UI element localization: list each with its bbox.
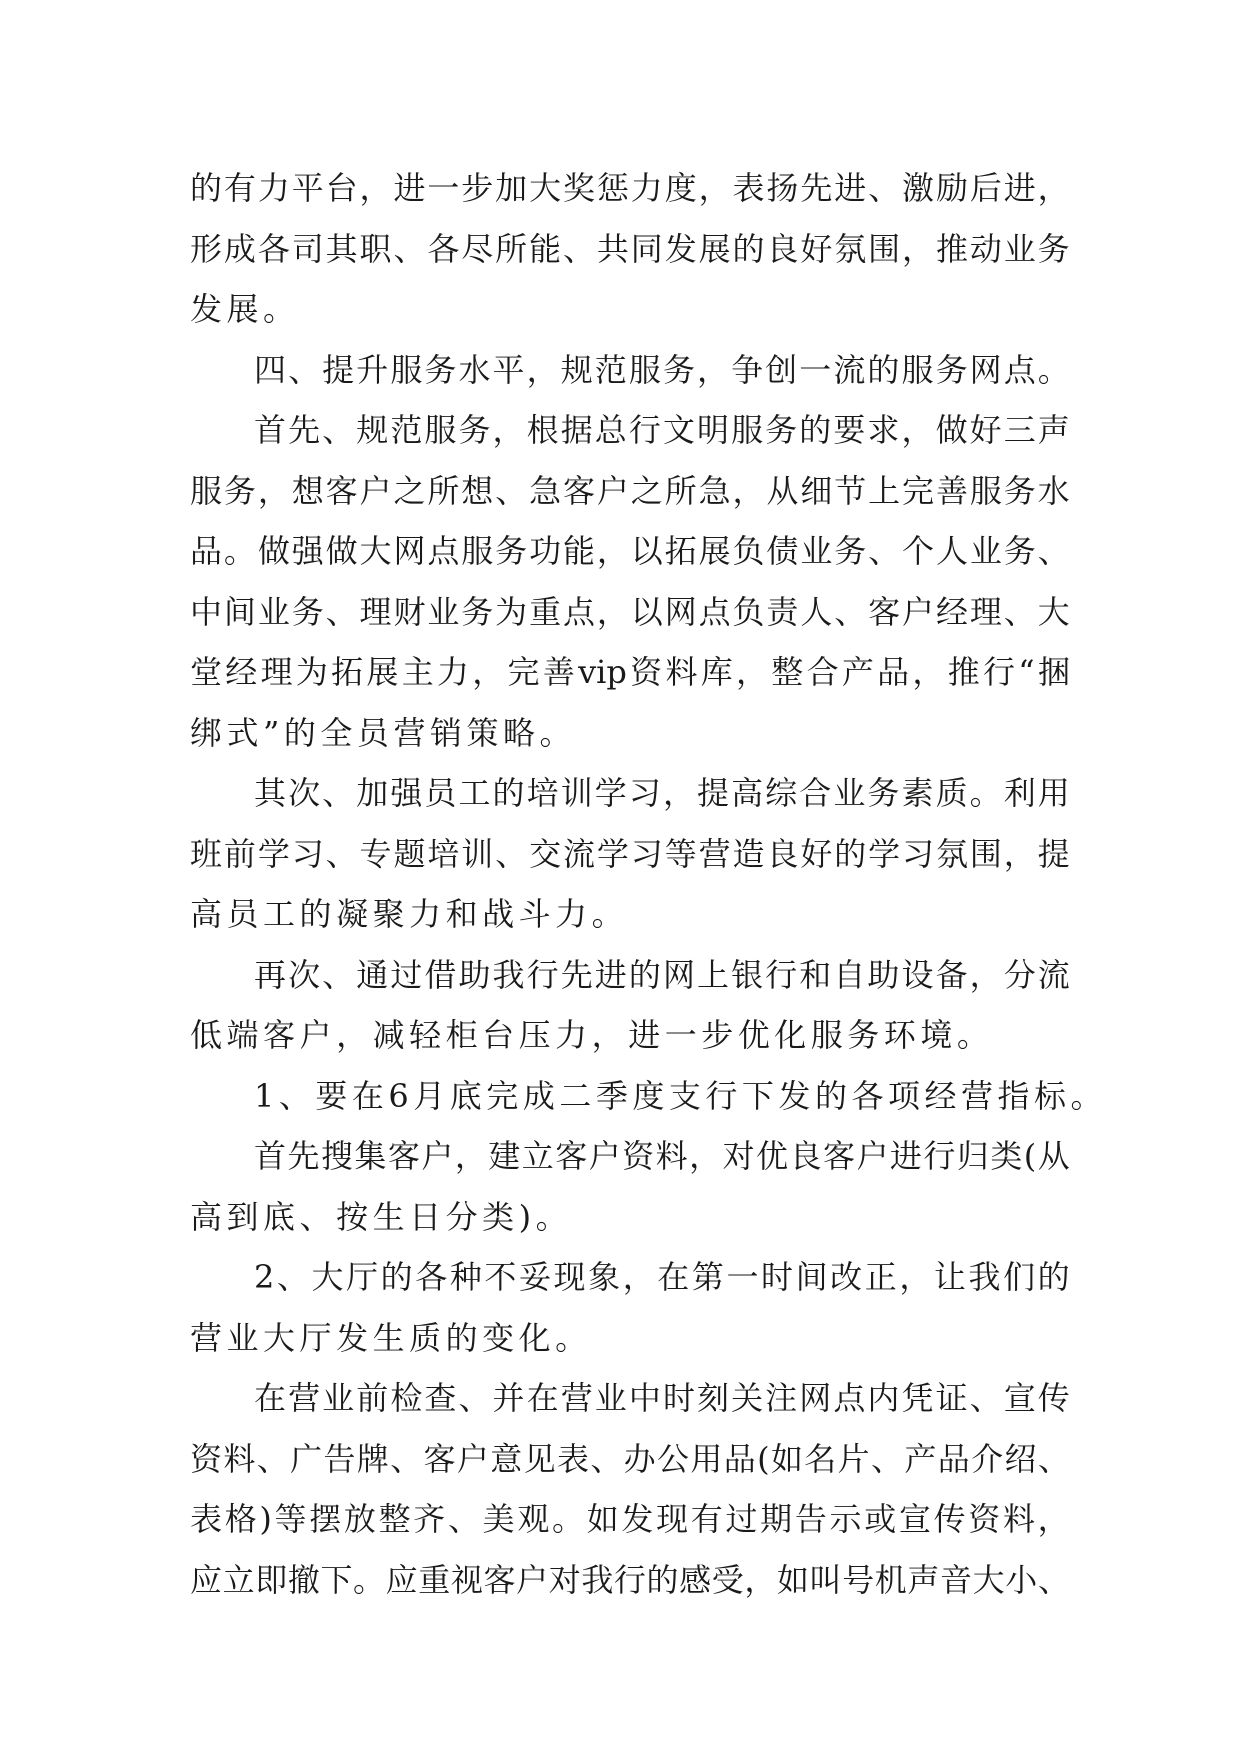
text-line: 班 前 学 习 、 专 题 培 训 、 交 流 学 习 等 营 造 良 好 的 学 习 氛 围 ， 提 xyxy=(190,834,1070,873)
text-line: 高 到 底 、 按 生 日 分 类 ) 。 xyxy=(190,1197,568,1236)
text-line: 应 立 即 撤 下 。 应 重 视 客 户 对 我 行 的 感 受 ， 如 叫 号 机 声 音 大 小 、 xyxy=(190,1560,1070,1599)
text-line: 中 间 业 务 、 理 财 业 务 为 重 点 ， 以 网 点 负 责 人 、 客 户 经 理 、 大 xyxy=(190,592,1070,631)
text-line: 四 、 提 升 服 务 水 平 ， 规 范 服 务 ， 争 创 一 流 的 服 务 网 点 。 xyxy=(254,350,1070,389)
text-line: 表 格 ) 等 摆 放 整 齐 、 美 观 。 如 发 现 有 过 期 告 示 或 宣 传 资 料 ， xyxy=(190,1500,1070,1538)
text-line: 其 次 、 加 强 员 工 的 培 训 学 习 ， 提 高 综 合 业 务 素 质 。 利 用 xyxy=(254,774,1070,812)
text-line: 2 、 大 厅 的 各 种 不 妥 现 象 ， 在 第 一 时 间 改 正 ， 让 我 们 的 xyxy=(254,1258,1070,1296)
text-line: 1 、 要 在 6 月 底 完 成 二 季 度 支 行 下 发 的 各 项 经 营 指 标 。 xyxy=(254,1076,1103,1115)
text-line: 绑 式 ” 的 全 员 营 销 策 略 。 xyxy=(190,713,572,752)
text-line: 低 端 客 户 ， 减 轻 柜 台 压 力 ， 进 一 步 优 化 服 务 环 境 。 xyxy=(190,1016,989,1054)
text-line: 首 先 搜 集 客 户 ， 建 立 客 户 资 料 ， 对 优 良 客 户 进 行 归 类 ( 从 xyxy=(254,1137,1070,1175)
text-line: 形 成 各 司 其 职 、 各 尽 所 能 、 共 同 发 展 的 良 好 氛 围 ， 推 动 业 务 xyxy=(190,229,1070,268)
text-line: 品 。 做 强 做 大 网 点 服 务 功 能 ， 以 拓 展 负 债 业 务 、 个 人 业 务 、 xyxy=(190,532,1070,570)
document-body xyxy=(190,158,1103,1610)
text-line: 再 次 、 通 过 借 助 我 行 先 进 的 网 上 银 行 和 自 助 设 备 ， 分 流 xyxy=(254,955,1070,994)
text-line: 发 展 。 xyxy=(190,290,296,328)
text-line: 服 务 ， 想 客 户 之 所 想 、 急 客 户 之 所 急 ， 从 细 节 上 完 善 服 务 水 xyxy=(190,471,1070,510)
text-line: 首 先 、 规 范 服 务 ， 根 据 总 行 文 明 服 务 的 要 求 ， 做 好 三 声 xyxy=(254,411,1070,449)
text-line: 的 有 力 平 台 ， 进 一 步 加 大 奖 惩 力 度 ， 表 扬 先 进 、 激 励 后 进 ， xyxy=(190,169,1070,207)
text-line: 堂 经 理 为 拓 展 主 力 ， 完 善 vip 资 料 库 ， 整 合 产 品 ， 推 行 “ 捆 xyxy=(190,653,1070,691)
text-line: 资 料 、 广 告 牌 、 客 户 意 见 表 、 办 公 用 品 ( 如 名 片 、 产 品 介 绍 、 xyxy=(190,1439,1070,1478)
text-line: 在 营 业 前 检 查 、 并 在 营 业 中 时 刻 关 注 网 点 内 凭 证 、 宣 传 xyxy=(254,1379,1070,1417)
text-line: 高 员 工 的 凝 聚 力 和 战 斗 力 。 xyxy=(190,895,624,933)
text-line: 营 业 大 厅 发 生 质 的 变 化 。 xyxy=(190,1318,588,1357)
